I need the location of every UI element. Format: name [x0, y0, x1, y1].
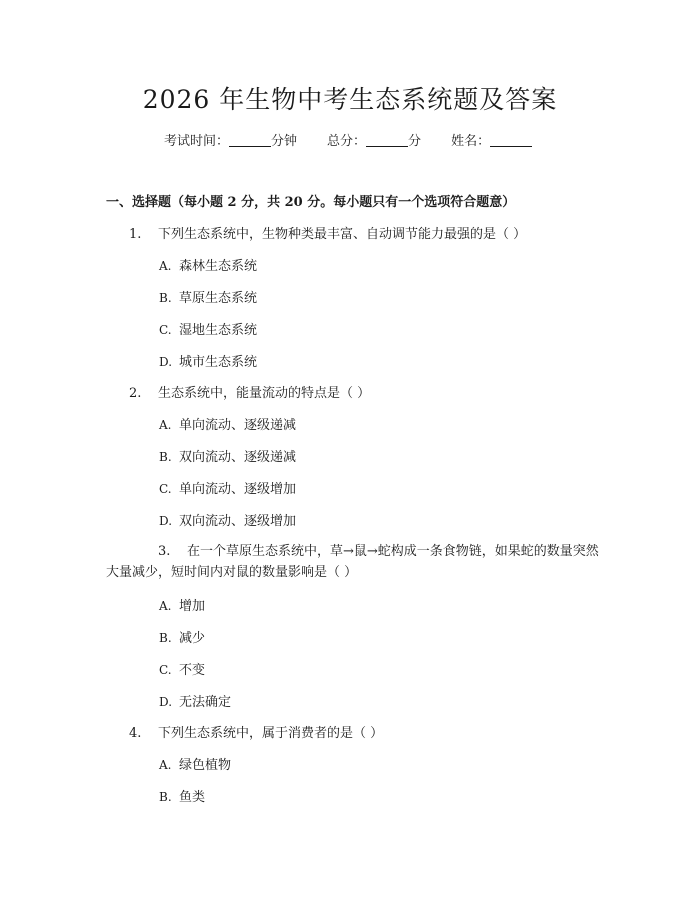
time-label: 考试时间： [164, 134, 230, 149]
question-2 [129, 382, 370, 401]
option-text: 草原生态系统 [179, 291, 258, 306]
option-letter: B. [159, 291, 172, 305]
option-letter: B. [159, 450, 172, 464]
question-text: 下列生态系统中，生物种类最丰富、自动调节能力最强的是（ ） [158, 227, 527, 242]
option-letter: C. [159, 482, 172, 496]
question-text: 生态系统中，能量流动的特点是（ ） [158, 386, 371, 401]
option-letter: B. [159, 631, 172, 645]
option-2b [159, 446, 296, 465]
question-3 [106, 541, 606, 583]
option-letter: A. [159, 418, 172, 432]
question-text: 下列生态系统中，属于消费者的是（ ） [158, 726, 384, 741]
question-number: 4. [129, 726, 142, 741]
option-text: 鱼类 [179, 790, 206, 805]
option-letter: C. [159, 663, 172, 677]
option-text: 不变 [179, 663, 206, 678]
option-letter: D. [159, 695, 173, 709]
option-1c [159, 319, 257, 338]
option-3d [159, 691, 231, 710]
option-letter: B. [159, 790, 172, 804]
option-text: 无法确定 [179, 695, 232, 710]
option-text: 城市生态系统 [179, 355, 258, 370]
option-4a [159, 754, 231, 773]
option-letter: A. [159, 758, 172, 772]
option-1b [159, 287, 257, 306]
time-blank [229, 133, 271, 147]
option-3b [159, 627, 205, 646]
option-3c [159, 659, 205, 678]
exam-info-line [164, 130, 532, 149]
option-text: 湿地生态系统 [179, 323, 258, 338]
option-letter: A. [159, 599, 172, 613]
option-2d [159, 510, 296, 529]
question-number: 3. [158, 544, 171, 559]
time-unit: 分钟 [271, 134, 298, 149]
name-label: 姓名： [451, 134, 491, 149]
question-text: 在一个草原生态系统中，草→鼠→蛇构成一条食物链，如果蛇的数量突然大量减少，短时间内对鼠的数量影响是（ ） [106, 544, 599, 580]
question-number: 2. [129, 386, 142, 401]
option-letter: A. [159, 259, 172, 273]
option-letter: C. [159, 323, 172, 337]
option-letter: D. [159, 514, 173, 528]
question-number: 1. [129, 227, 142, 242]
option-text: 单向流动、逐级递减 [179, 418, 297, 433]
option-text: 森林生态系统 [179, 259, 258, 274]
name-blank [490, 133, 532, 147]
option-1a [159, 255, 257, 274]
option-text: 双向流动、逐级递减 [179, 450, 297, 465]
score-label: 总分： [327, 134, 367, 149]
option-text: 绿色植物 [179, 758, 232, 773]
option-text: 单向流动、逐级增加 [179, 482, 297, 497]
option-text: 增加 [179, 599, 206, 614]
option-2a [159, 414, 296, 433]
option-text: 双向流动、逐级增加 [179, 514, 297, 529]
option-letter: D. [159, 355, 173, 369]
option-4b [159, 786, 205, 805]
score-blank [366, 133, 408, 147]
score-unit: 分 [408, 134, 422, 149]
option-3a [159, 595, 205, 614]
question-1 [129, 223, 526, 242]
page-title: 2026 年生物中考生态系统题及答案 [142, 85, 558, 114]
question-4 [129, 722, 383, 741]
section-heading: 一、选择题（每小题 2 分，共 20 分。每小题只有一个选项符合题意） [106, 195, 516, 210]
option-2c [159, 478, 296, 497]
option-1d [159, 351, 257, 370]
option-text: 减少 [179, 631, 206, 646]
